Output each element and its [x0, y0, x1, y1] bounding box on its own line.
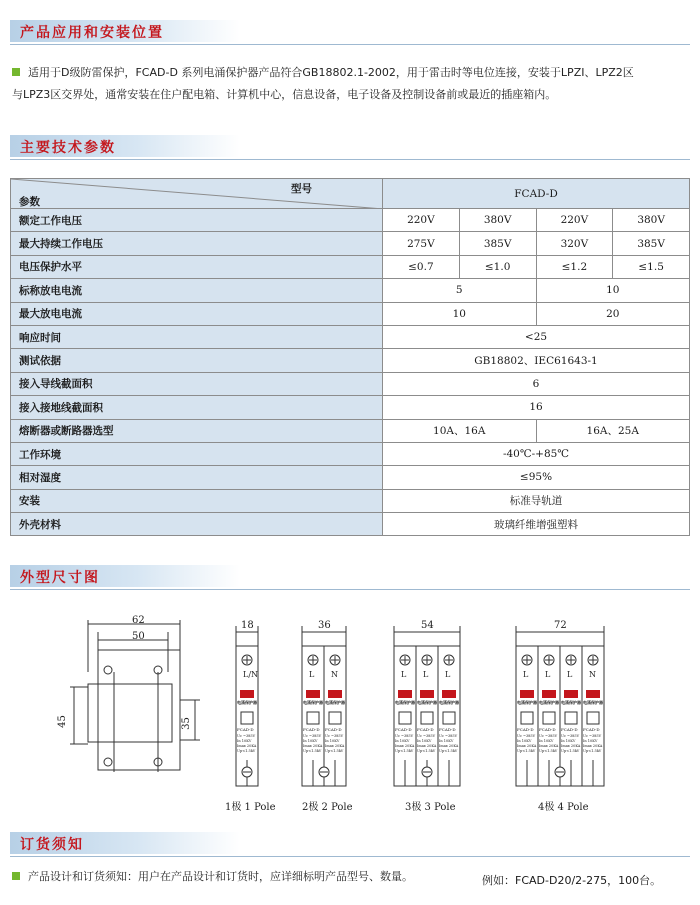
param-value: 5	[383, 279, 537, 302]
param-value: 275V	[383, 232, 460, 255]
module-model-label: FCAD-D	[561, 727, 578, 732]
side-view-drawing	[40, 612, 210, 802]
param-label: 接入接地线截面积	[11, 396, 383, 419]
param-label: 电压保护水平	[11, 255, 383, 278]
param-value: 10	[536, 279, 690, 302]
application-line-1	[12, 62, 688, 84]
module-spec-line: In 10KV	[325, 739, 340, 743]
param-value: 20	[536, 302, 690, 325]
module-spec-line: In 10KV	[583, 739, 598, 743]
table-row	[11, 396, 690, 419]
module-brand-label: 电涌保护器	[583, 700, 603, 705]
dim-35-label: 35	[180, 717, 192, 730]
terminal-label: L	[401, 670, 407, 679]
divider	[10, 159, 690, 160]
param-value: 380V	[613, 209, 690, 232]
module-spec-line: In 10KV	[517, 739, 532, 743]
terminal-label: L	[545, 670, 551, 679]
param-label: 额定工作电压	[11, 209, 383, 232]
param-label: 响应时间	[11, 325, 383, 348]
pole-module-drawing	[230, 620, 264, 792]
pole-caption: 1极 1 Pole	[225, 802, 276, 813]
green-square-icon	[12, 68, 20, 76]
module-spec-line: Imax 20KA	[583, 744, 603, 748]
pole-variant-2	[296, 620, 353, 813]
diagonal-line	[11, 179, 383, 209]
pole-width-label: 36	[318, 620, 331, 631]
param-value: 16	[383, 396, 690, 419]
application-text-1: 适用于D级防雷保护，FCAD-D 系列电涌保护器产品符合GB18802.1-2002，用于雷击时等电位连接，安装于LPZI、LPZ2区	[28, 66, 634, 79]
module-spec-line: In 10KV	[237, 739, 252, 743]
table-row	[11, 279, 690, 302]
table-row	[11, 255, 690, 278]
table-row	[11, 489, 690, 512]
module-spec-line: Up<1.5kV	[303, 749, 322, 753]
table-row	[11, 513, 690, 536]
module-brand-label: 电涌保护器	[237, 700, 257, 705]
spec-table	[10, 178, 690, 536]
module-model-label: FCAD-D	[583, 727, 600, 732]
module-model-label: FCAD-D	[303, 727, 320, 732]
pole-caption: 4极 4 Pole	[538, 802, 589, 813]
param-label: 熔断器或断路器选型	[11, 419, 383, 442]
section-header-specs	[10, 135, 690, 157]
module-spec-line: Up<1.5kV	[561, 749, 580, 753]
application-line-2: 与LPZ3区交界处，通常安装在住户配电箱、计算机中心，信息设备，电子设备及控制设备前或最近的插座箱内。	[12, 88, 557, 101]
application-paragraph	[12, 62, 688, 106]
terminal-label: L	[523, 670, 529, 679]
module-spec-line: In 10KV	[539, 739, 554, 743]
module-spec-line: Up<1.5kV	[395, 749, 414, 753]
module-model-label: FCAD-D	[539, 727, 556, 732]
param-value: 16A、25A	[536, 419, 690, 442]
green-square-icon	[12, 872, 20, 880]
dim-50-label: 50	[132, 631, 145, 642]
param-label: 外壳材料	[11, 513, 383, 536]
section-title: 主要技术参数	[20, 140, 116, 156]
module-spec-line: Imax 20KA	[539, 744, 559, 748]
module-spec-line: Imax 20KA	[325, 744, 345, 748]
header-param-label: 参数	[19, 196, 40, 208]
param-value: 220V	[536, 209, 613, 232]
module-model-label: FCAD-D	[237, 727, 254, 732]
terminal-label: L	[445, 670, 451, 679]
module-model-label: FCAD-D	[439, 727, 456, 732]
table-row	[11, 419, 690, 442]
pole-variant-1	[225, 620, 276, 813]
param-value: 10	[383, 302, 537, 325]
param-label: 接入导线截面积	[11, 372, 383, 395]
pole-width-label: 72	[554, 620, 567, 631]
table-row	[11, 372, 690, 395]
param-value: -40℃-+85℃	[383, 442, 690, 465]
module-spec-line: Uc ~385V	[583, 734, 602, 738]
module-spec-line: Up<1.5kV	[517, 749, 536, 753]
param-label: 最大持续工作电压	[11, 232, 383, 255]
param-value: GB18802、IEC61643-1	[383, 349, 690, 372]
dim-45-label: 45	[56, 715, 68, 728]
pole-variant-3	[388, 620, 466, 813]
param-label: 最大放电电流	[11, 302, 383, 325]
module-model-label: FCAD-D	[325, 727, 342, 732]
param-value: ≤1.2	[536, 255, 613, 278]
module-brand-label: 电涌保护器	[517, 700, 537, 705]
module-spec-line: Imax 20KA	[439, 744, 459, 748]
module-model-label: FCAD-D	[417, 727, 434, 732]
ordering-example: 例如：FCAD-D20/2-275，100台。	[482, 874, 662, 887]
table-row	[11, 302, 690, 325]
module-brand-label: 电涌保护器	[539, 700, 559, 705]
pole-module-drawing	[388, 620, 466, 792]
divider	[10, 856, 690, 857]
param-label: 相对湿度	[11, 466, 383, 489]
divider	[10, 589, 690, 590]
param-value: 10A、16A	[383, 419, 537, 442]
module-spec-line: Imax 20KA	[561, 744, 581, 748]
header-model-label: 型号	[291, 183, 312, 195]
module-spec-line: In 10KV	[561, 739, 576, 743]
param-value: 6	[383, 372, 690, 395]
pole-module-drawing	[510, 620, 610, 792]
param-label: 安装	[11, 489, 383, 512]
param-value: 220V	[383, 209, 460, 232]
pole-width-label: 54	[421, 620, 434, 631]
param-value: 标准导轨道	[383, 489, 690, 512]
terminal-label: L	[567, 670, 573, 679]
section-title: 产品应用和安装位置	[20, 25, 164, 41]
module-brand-label: 电涌保护器	[325, 700, 345, 705]
module-brand-label: 电涌保护器	[417, 700, 437, 705]
module-spec-line: Up<1.5kV	[539, 749, 558, 753]
module-brand-label: 电涌保护器	[303, 700, 323, 705]
terminal-label: L	[423, 670, 429, 679]
module-spec-line: Up<1.5kV	[583, 749, 602, 753]
module-spec-line: Uc ~385V	[439, 734, 458, 738]
ordering-text: 产品设计和订货须知：用户在产品设计和订货时，应详细标明产品型号、数量。	[28, 870, 413, 883]
param-value: 380V	[459, 209, 536, 232]
module-spec-line: Up<1.5kV	[237, 749, 256, 753]
module-spec-line: Up<1.5kV	[417, 749, 436, 753]
param-value: ≤0.7	[383, 255, 460, 278]
table-row	[11, 349, 690, 372]
module-brand-label: 电涌保护器	[561, 700, 581, 705]
section-header-dimensions	[10, 565, 690, 587]
module-model-label: FCAD-D	[517, 727, 534, 732]
terminal-label: L	[309, 670, 315, 679]
dim-62-label: 62	[132, 615, 145, 626]
module-spec-line: Imax 20KA	[395, 744, 415, 748]
module-spec-line: Uc ~385V	[517, 734, 536, 738]
section-header-application	[10, 20, 690, 42]
param-label: 测试依据	[11, 349, 383, 372]
module-spec-line: Imax 20KA	[517, 744, 537, 748]
table-row	[11, 232, 690, 255]
table-row	[11, 442, 690, 465]
module-brand-label: 电涌保护器	[395, 700, 415, 705]
param-value: 385V	[459, 232, 536, 255]
model-name-cell: FCAD-D	[383, 179, 690, 209]
module-spec-line: Uc ~385V	[539, 734, 558, 738]
module-spec-line: Uc ~385V	[417, 734, 436, 738]
module-spec-line: In 10KV	[417, 739, 432, 743]
header-diagonal-cell	[11, 179, 383, 209]
module-brand-label: 电涌保护器	[439, 700, 459, 705]
pole-width-label: 18	[241, 620, 254, 631]
pole-variant-4	[510, 620, 610, 813]
module-spec-line: Up<1.5kV	[325, 749, 344, 753]
param-value: 385V	[613, 232, 690, 255]
module-spec-line: Uc ~385V	[237, 734, 256, 738]
table-header-row	[11, 179, 690, 209]
module-spec-line: Uc ~385V	[325, 734, 344, 738]
module-spec-line: Uc ~385V	[395, 734, 414, 738]
module-spec-line: Imax 20KA	[237, 744, 257, 748]
module-spec-line: In 10KV	[395, 739, 410, 743]
module-model-label: FCAD-D	[395, 727, 412, 732]
module-spec-line: Uc ~385V	[303, 734, 322, 738]
param-value: 320V	[536, 232, 613, 255]
table-row	[11, 466, 690, 489]
param-value: ≤1.5	[613, 255, 690, 278]
param-label: 工作环境	[11, 442, 383, 465]
param-value: ≤95%	[383, 466, 690, 489]
module-spec-line: In 10KV	[303, 739, 318, 743]
section-title: 外型尺寸图	[20, 570, 100, 586]
pole-caption: 3极 3 Pole	[405, 802, 456, 813]
section-title: 订货须知	[20, 837, 84, 853]
param-value: <25	[383, 325, 690, 348]
divider	[10, 44, 690, 45]
section-header-ordering	[10, 832, 690, 854]
module-spec-line: Up<1.5kV	[439, 749, 458, 753]
pole-module-drawing	[296, 620, 352, 792]
table-row	[11, 209, 690, 232]
param-value: ≤1.0	[459, 255, 536, 278]
terminal-label: L/N	[243, 670, 259, 679]
terminal-label: N	[331, 670, 338, 679]
param-label: 标称放电电流	[11, 279, 383, 302]
module-spec-line: Uc ~385V	[561, 734, 580, 738]
table-row	[11, 325, 690, 348]
module-spec-line: Imax 20KA	[303, 744, 323, 748]
param-value: 玻璃纤维增强塑料	[383, 513, 690, 536]
terminal-label: N	[589, 670, 596, 679]
pole-caption: 2极 2 Pole	[302, 802, 353, 813]
module-spec-line: In 10KV	[439, 739, 454, 743]
module-spec-line: Imax 20KA	[417, 744, 437, 748]
